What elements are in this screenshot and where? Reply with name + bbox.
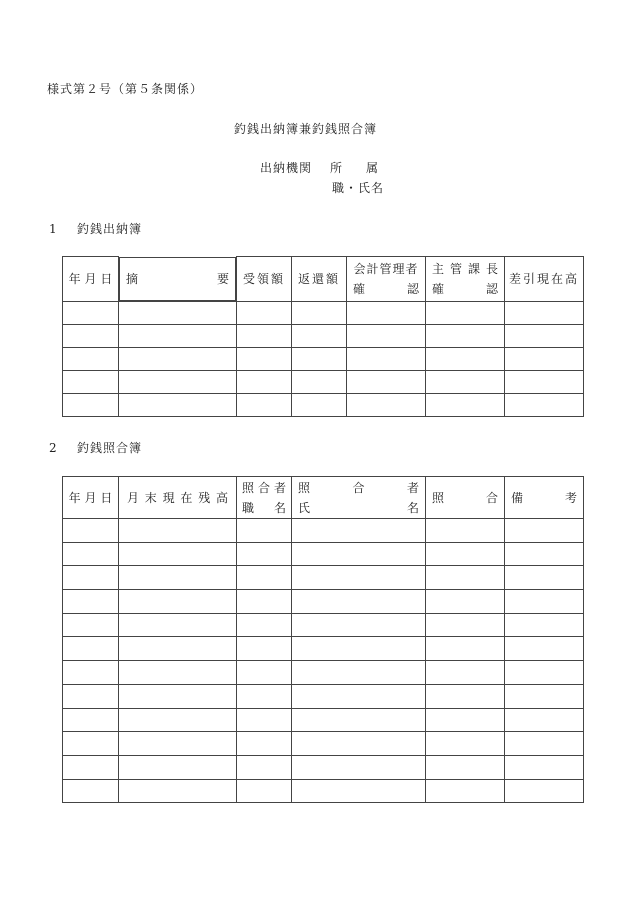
table-row bbox=[63, 393, 584, 416]
col-month-end-balance: 月 末 現 在 残 高 bbox=[119, 477, 237, 519]
col-checker-name: 照 合 者 氏 名 bbox=[292, 477, 426, 519]
table-row bbox=[63, 661, 584, 685]
col-summary: 摘 要 bbox=[119, 257, 236, 301]
table-row bbox=[63, 684, 584, 708]
table-row bbox=[63, 370, 584, 393]
cash-ledger-table bbox=[62, 256, 584, 417]
table-row bbox=[63, 708, 584, 732]
col-received: 受領額 bbox=[237, 257, 292, 302]
col-checker-post: 照 合 者 職 名 bbox=[237, 477, 292, 519]
table-row bbox=[63, 324, 584, 347]
table-row bbox=[63, 519, 584, 543]
col-verified: 照 合 bbox=[426, 477, 505, 519]
table-row bbox=[63, 732, 584, 756]
table-header-row bbox=[63, 257, 584, 302]
table-row bbox=[63, 566, 584, 590]
table-row bbox=[63, 779, 584, 803]
section2-heading: 釣銭照合簿 bbox=[77, 441, 143, 455]
section1-heading: 釣銭出納簿 bbox=[77, 222, 143, 236]
col-remarks: 備 考 bbox=[505, 477, 584, 519]
table-row bbox=[63, 755, 584, 779]
table-row bbox=[63, 301, 584, 324]
table-row bbox=[63, 347, 584, 370]
col-date: 年 月 日 bbox=[63, 257, 119, 302]
table-row bbox=[63, 542, 584, 566]
org-label: 出納機関 bbox=[260, 161, 313, 175]
col-returned: 返還額 bbox=[292, 257, 347, 302]
col-manager-check: 主 管 課 長 確 認 bbox=[426, 257, 505, 302]
col-date: 年 月 日 bbox=[63, 477, 119, 519]
table-row bbox=[63, 637, 584, 661]
document-title: 釣銭出納簿兼釣銭照合簿 bbox=[234, 122, 378, 136]
col-accounting-check: 会計管理者 確 認 bbox=[347, 257, 426, 302]
table-row bbox=[63, 613, 584, 637]
cash-reconciliation-table bbox=[62, 476, 584, 803]
table-header-row bbox=[63, 477, 584, 519]
table-row bbox=[63, 590, 584, 614]
section1-number: 1 bbox=[49, 222, 57, 236]
section2-number: 2 bbox=[49, 441, 57, 455]
name-label: 職・氏名 bbox=[332, 181, 385, 195]
form-number: 様式第２号（第５条関係） bbox=[47, 82, 204, 96]
affiliation-label: 所 属 bbox=[330, 161, 379, 175]
col-balance: 差引現在高 bbox=[505, 257, 584, 302]
